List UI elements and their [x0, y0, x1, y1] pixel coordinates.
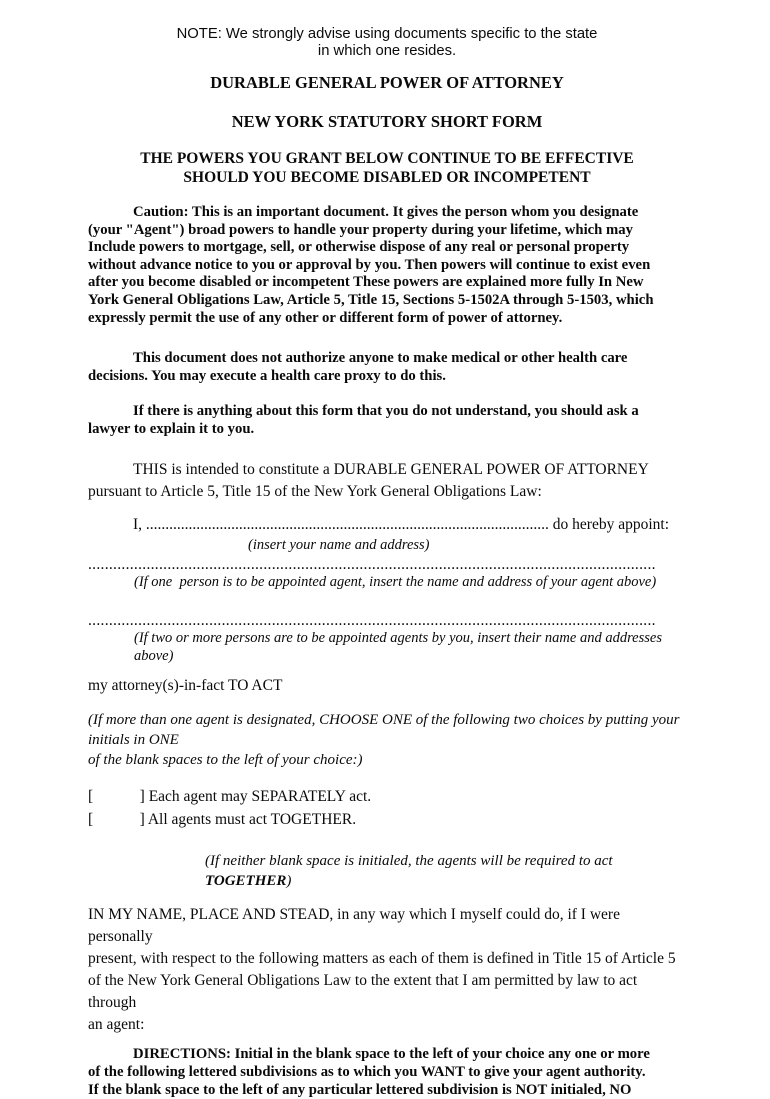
document-subtitle: NEW YORK STATUTORY SHORT FORM: [231, 112, 543, 131]
neither-initialed-note: [205, 851, 686, 891]
agent-name-blank-line-2: ........................................................................................................................................: [88, 611, 656, 629]
agent-name-blank-line-1: ........................................................................................................................................: [88, 555, 656, 573]
directions-paragraph: DIRECTIONS: Initial in the blank space to the left of your choice any one or more of the following lettered subdivisions as to which you WANT to give your agent authority. If the blank space to the left of any particular lettered subdivision is NOT initialed, NO: [88, 1045, 650, 1098]
choice-separately-blank: [ ] Each agent may SEPARATELY act.: [88, 787, 372, 805]
principal-name-blank-line: I, ........................................................................................................ do hereby appoint:: [133, 515, 670, 533]
neither-initialed-suffix: ): [286, 872, 292, 889]
document-title: DURABLE GENERAL POWER OF ATTORNEY: [210, 73, 564, 92]
health-care-paragraph: This document does not authorize anyone to make medical or other health care decisions. You may execute a health care proxy to do this.: [88, 350, 628, 384]
insert-name-caption: (insert your name and address): [248, 536, 430, 553]
caution-paragraph: Caution: This is an important document. It gives the person whom you designate (your "Agent") broad powers to handle your property during your lifetime, which may Include powers to mortgage, sell, or otherwise dispose of any real or personal property without advance notice to you or approval by you. Then powers will continue to exist even after you become disabled or incompetent These powers are explained more fully In New York General Obligations Law, Article 5, Title 15, Sections 5-1502A through 5-1503, which expressly permit the use of any other or different form of power of attorney.: [88, 204, 654, 326]
ask-lawyer-paragraph: If there is anything about this form that you do not understand, you should ask a lawyer to explain it to you.: [88, 403, 639, 437]
in-my-name-paragraph: IN MY NAME, PLACE AND STEAD, in any way which I myself could do, if I were personally present, with respect to the following matters as each of them is defined in Title 15 of Article 5 of the New York General Obligations Law to the extent that I am permitted by law to act through an agent:: [88, 905, 676, 1033]
choice-together-blank: [ ] All agents must act TOGETHER.: [88, 810, 357, 828]
state-specific-note: NOTE: We strongly advise using documents specific to the state in which one resides.: [176, 26, 598, 59]
intent-paragraph: THIS is intended to constitute a DURABLE GENERAL POWER OF ATTORNEY pursuant to Article 5, Title 15 of the New York General Obligations Law:: [88, 460, 649, 500]
choose-one-instruction: (If more than one agent is designated, CHOOSE ONE of the following two choices by putting your initials in ONE of the blank spaces to the left of your choice:): [88, 711, 680, 768]
neither-initialed-emphasis: TOGETHER: [205, 872, 287, 889]
attorneys-in-fact-line: my attorney(s)-in-fact TO ACT: [88, 676, 283, 694]
durability-notice: THE POWERS YOU GRANT BELOW CONTINUE TO BE EFFECTIVE SHOULD YOU BECOME DISABLED OR INCOMPETENT: [140, 150, 634, 186]
neither-initialed-prefix: (If neither blank space is initialed, the agents will be required to act: [205, 852, 613, 869]
agent-action-choices: [88, 785, 686, 831]
one-agent-caption: (If one person is to be appointed agent, insert the name and address of your agent above): [134, 573, 657, 590]
two-agent-caption: (If two or more persons are to be appointed agents by you, insert their name and addresses above): [134, 629, 662, 664]
